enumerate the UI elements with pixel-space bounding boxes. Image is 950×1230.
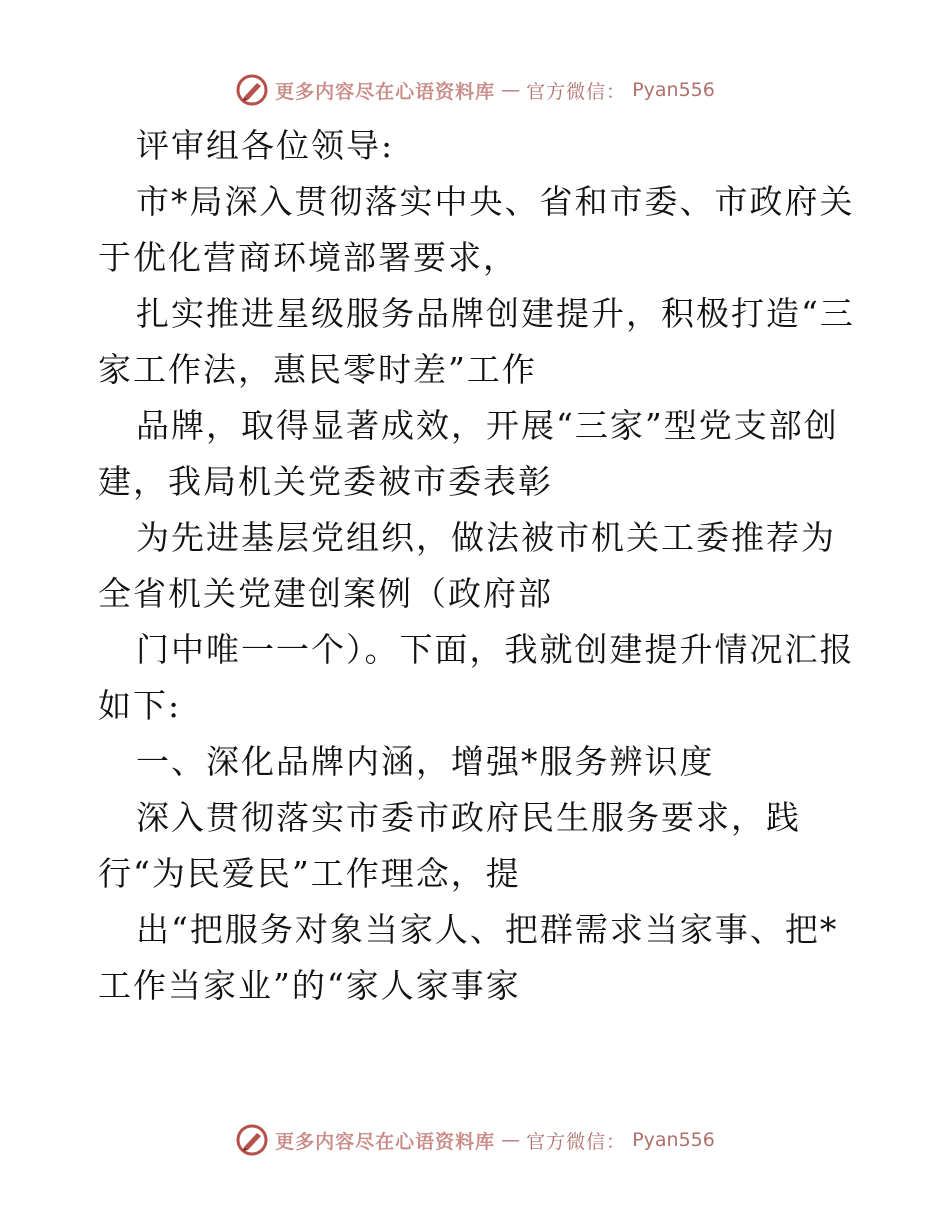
footer-watermark bbox=[0, 1120, 950, 1160]
paragraph-three-home: 出“把服务对象当家人、把群需求当家事、把*工作当家业”的“家人家事家 bbox=[98, 910, 839, 1005]
watermark-official-label: 官方微信： bbox=[526, 80, 627, 103]
watermark-dash: — bbox=[501, 79, 521, 101]
paragraph-intro: 市*局深入贯彻落实中央、省和市委、市政府关于优化营商环境部署要求， bbox=[98, 182, 855, 277]
pen-circle-logo-icon bbox=[235, 1123, 269, 1157]
watermark-wechat-id: Pyan556 bbox=[632, 1129, 715, 1151]
paragraph-award: 为先进基层党组织，做法被市机关工委推荐为全省机关党建创案例（政府部 bbox=[98, 518, 836, 613]
watermark-site-name: 更多内容尽在心语资料库 bbox=[275, 80, 496, 103]
watermark-dash: — bbox=[501, 1129, 521, 1151]
paragraph-service: 深入贯彻落实市委市政府民生服务要求，践行“为民爱民”工作理念，提 bbox=[98, 798, 801, 893]
watermark-site-name: 更多内容尽在心语资料库 bbox=[275, 1130, 496, 1153]
pen-circle-logo-icon bbox=[235, 73, 269, 107]
document-body bbox=[98, 118, 858, 1014]
header-watermark bbox=[0, 70, 950, 110]
paragraph-results: 品牌，取得显著成效，开展“三家”型党支部创建，我局机关党委被市委表彰 bbox=[98, 406, 839, 501]
watermark-wechat-id: Pyan556 bbox=[632, 79, 715, 101]
paragraph-brand: 扎实推进星级服务品牌创建提升，积极打造“三家工作法，惠民零时差”工作 bbox=[98, 294, 855, 389]
paragraph-report-intro: 门中唯一一个）。下面，我就创建提升情况汇报如下: bbox=[98, 630, 855, 725]
section-heading-1: 一、深化品牌内涵，增强*服务辨识度 bbox=[136, 742, 715, 781]
paragraph-salutation: 评审组各位领导: bbox=[136, 126, 395, 165]
watermark-official-label: 官方微信： bbox=[526, 1130, 627, 1153]
